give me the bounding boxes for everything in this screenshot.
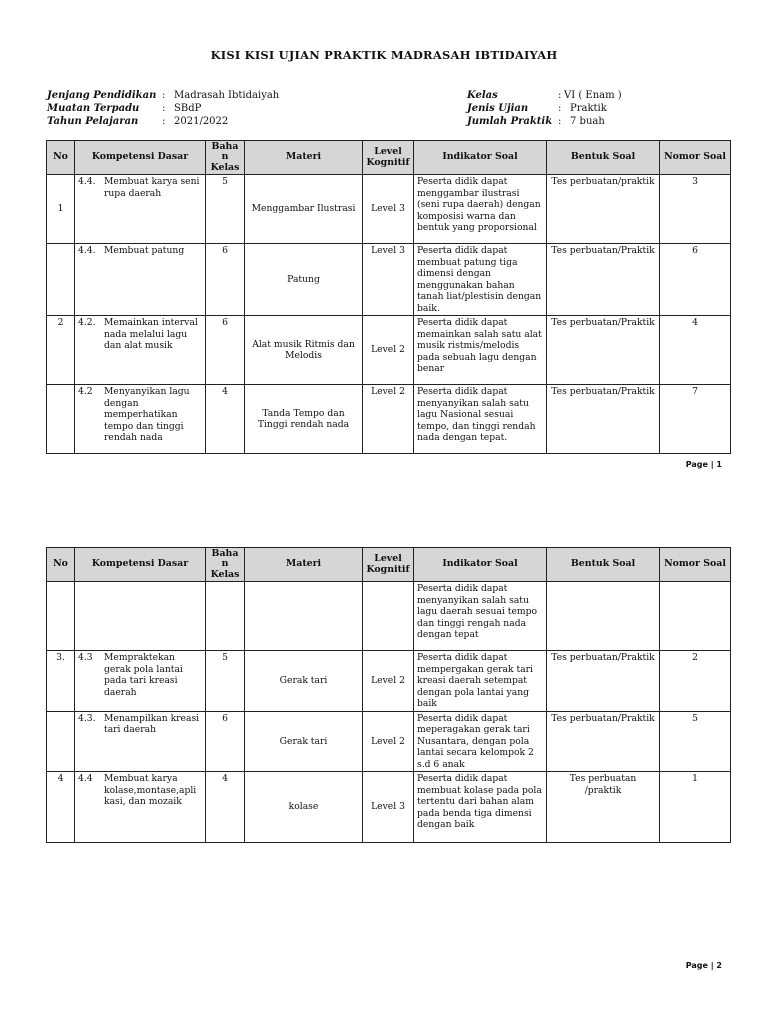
header-no: No xyxy=(47,548,75,582)
cell-bahan: 6 xyxy=(206,711,245,772)
meta-label: Tahun Pelajaran xyxy=(47,116,139,127)
cell-bahan: 6 xyxy=(206,316,245,385)
kd-text: Menyanyikan lagu dengan memperhatikan tempo dan tinggi rendah nada xyxy=(104,386,190,443)
header-bentuk: Bentuk Soal xyxy=(547,548,660,582)
header-kompetensi: Kompetensi Dasar xyxy=(75,141,206,175)
cell-materi: Patung xyxy=(245,244,363,316)
cell-bentuk: Tes perbuatan/Praktik xyxy=(547,244,660,316)
meta-colon: : xyxy=(162,103,166,114)
cell-no: 3. xyxy=(47,651,75,712)
cell-no xyxy=(47,244,75,316)
cell-no: 1 xyxy=(47,175,75,244)
cell-bentuk: Tes perbuatan/Praktik xyxy=(547,651,660,712)
cell-bahan: 5 xyxy=(206,175,245,244)
cell-level xyxy=(363,582,414,651)
meta-left xyxy=(47,89,279,128)
kd-number: 4.2. xyxy=(78,317,96,328)
cell-kompetensi xyxy=(75,244,206,316)
header-nomor: Nomor Soal xyxy=(660,548,731,582)
meta-label: Muatan Terpadu xyxy=(47,103,140,114)
table-row xyxy=(47,316,731,385)
meta-colon: : xyxy=(162,116,166,127)
cell-bentuk: Tes perbuatan/Praktik xyxy=(547,385,660,454)
table-row xyxy=(47,651,731,712)
cell-indikator: Peserta didik dapat menggambar ilustrasi (seni rupa daerah) dengan komposisi warna dan bentuk yang proporsional xyxy=(414,175,547,244)
cell-indikator: Peserta didik dapat membuat patung tiga dimensi dengan menggunakan bahan tanah liat/plestisin dengan baik. xyxy=(414,244,547,316)
cell-indikator: Peserta didik dapat meperagakan gerak tari Nusantara, dengan pola lantai secara kelompok 2 s.d 6 anak xyxy=(414,711,547,772)
kd-text: Menampilkan kreasi tari daerah xyxy=(104,712,200,735)
cell-indikator: Peserta didik dapat mempergakan gerak tari kreasi daerah setempat dengan pola lantai yang baik xyxy=(414,651,547,712)
cell-no xyxy=(47,711,75,772)
cell-bahan: 6 xyxy=(206,244,245,316)
kd-number: 4.2 xyxy=(78,386,93,397)
meta-label: Kelas xyxy=(467,90,498,101)
cell-level: Level 2 xyxy=(363,316,414,385)
table-header-row xyxy=(47,141,731,175)
meta-row-jumlah xyxy=(467,115,622,128)
cell-nomor xyxy=(660,582,731,651)
kisi-table-page-2 xyxy=(46,547,731,843)
cell-indikator: Peserta didik dapat menyanyikan salah satu lagu daerah sesuai tempo dan tinggi rengah nada dengan tepat xyxy=(414,582,547,651)
cell-kompetensi xyxy=(75,582,206,651)
meta-row-muatan xyxy=(47,102,279,115)
kd-text: Membuat karya seni rupa daerah xyxy=(104,176,200,199)
meta-row-kelas xyxy=(467,89,622,102)
kd-number: 4.3. xyxy=(78,712,96,724)
kd-number: 4.4. xyxy=(78,176,96,187)
cell-level: Level 3 xyxy=(363,772,414,843)
header-bahan: Baha n Kelas xyxy=(206,548,245,582)
header-level: Level Kognitif xyxy=(363,548,414,582)
page-number-2: Page | 2 xyxy=(685,961,722,970)
cell-nomor: 2 xyxy=(660,651,731,712)
cell-nomor: 3 xyxy=(660,175,731,244)
cell-nomor: 6 xyxy=(660,244,731,316)
meta-value: 7 buah xyxy=(570,116,605,127)
cell-bentuk: Tes perbuatan/Praktik xyxy=(547,711,660,772)
header-materi: Materi xyxy=(245,141,363,175)
cell-bentuk: Tes perbuatan/praktik xyxy=(547,175,660,244)
kd-text: Mempraktekan gerak pola lantai pada tari kreasi daerah xyxy=(104,652,183,698)
meta-right xyxy=(467,89,622,128)
cell-kompetensi xyxy=(75,711,206,772)
cell-bentuk: Tes perbuatan /praktik xyxy=(547,772,660,843)
meta-row-jenis xyxy=(467,102,622,115)
header-kompetensi: Kompetensi Dasar xyxy=(75,548,206,582)
table-row xyxy=(47,385,731,454)
table-row xyxy=(47,244,731,316)
cell-bahan: 5 xyxy=(206,651,245,712)
page-number-1: Page | 1 xyxy=(685,460,722,469)
kd-number: 4.4 xyxy=(78,773,93,784)
cell-materi: Gerak tari xyxy=(245,711,363,772)
header-indikator: Indikator Soal xyxy=(414,141,547,175)
meta-row-tahun xyxy=(47,115,279,128)
cell-materi: Menggambar Ilustrasi xyxy=(245,175,363,244)
cell-bahan: 4 xyxy=(206,772,245,843)
kisi-table-page-1 xyxy=(46,140,731,454)
header-bahan: Baha n Kelas xyxy=(206,141,245,175)
meta-label: Jenis Ujian xyxy=(467,103,529,114)
cell-nomor: 1 xyxy=(660,772,731,843)
meta-label: Jumlah Praktik xyxy=(467,116,553,127)
table-row xyxy=(47,772,731,843)
meta-colon: : xyxy=(558,116,562,127)
header-indikator: Indikator Soal xyxy=(414,548,547,582)
cell-level: Level 2 xyxy=(363,651,414,712)
table-row xyxy=(47,175,731,244)
meta-colon: : xyxy=(558,90,562,101)
cell-bahan xyxy=(206,582,245,651)
meta-value: Praktik xyxy=(570,103,607,114)
meta-row-jenjang xyxy=(47,89,279,102)
meta-value: VI ( Enam ) xyxy=(564,90,622,101)
kd-number: 4.3 xyxy=(78,652,93,663)
cell-level: Level 2 xyxy=(363,711,414,772)
cell-kompetensi xyxy=(75,385,206,454)
header-materi: Materi xyxy=(245,548,363,582)
document-title: KISI KISI UJIAN PRAKTIK MADRASAH IBTIDAIYAH xyxy=(210,48,558,62)
table-row xyxy=(47,582,731,651)
header-bentuk: Bentuk Soal xyxy=(547,141,660,175)
cell-kompetensi xyxy=(75,316,206,385)
kd-text: Memainkan interval nada melalui lagu dan alat musik xyxy=(104,317,198,351)
cell-indikator: Peserta didik dapat memainkan salah satu alat musik ristmis/melodis pada sebuah lagu dengan benar xyxy=(414,316,547,385)
cell-nomor: 7 xyxy=(660,385,731,454)
kd-number: 4.4. xyxy=(78,245,96,256)
table-header-row xyxy=(47,548,731,582)
cell-no xyxy=(47,582,75,651)
cell-no: 2 xyxy=(47,316,75,385)
cell-materi: Tanda Tempo dan Tinggi rendah nada xyxy=(245,385,363,454)
cell-kompetensi xyxy=(75,772,206,843)
meta-value: Madrasah Ibtidaiyah xyxy=(174,90,280,101)
cell-bentuk: Tes perbuatan/Praktik xyxy=(547,316,660,385)
cell-indikator: Peserta didik dapat menyanyikan salah satu lagu Nasional sesuai tempo, dan tinggi rendah nada dengan tepat. xyxy=(414,385,547,454)
cell-level: Level 3 xyxy=(363,175,414,244)
cell-nomor: 5 xyxy=(660,711,731,772)
meta-value: SBdP xyxy=(174,103,202,114)
kd-text: Membuat patung xyxy=(104,245,185,256)
cell-materi xyxy=(245,582,363,651)
cell-level: Level 2 xyxy=(363,385,414,454)
cell-no xyxy=(47,385,75,454)
cell-materi: Alat musik Ritmis dan Melodis xyxy=(245,316,363,385)
cell-materi: kolase xyxy=(245,772,363,843)
cell-kompetensi xyxy=(75,175,206,244)
kd-text: Membuat karya kolase,montase,apli kasi, dan mozaik xyxy=(104,773,197,807)
header-no: No xyxy=(47,141,75,175)
cell-bentuk xyxy=(547,582,660,651)
meta-value: 2021/2022 xyxy=(174,116,229,127)
cell-kompetensi xyxy=(75,651,206,712)
meta-colon: : xyxy=(162,90,166,101)
table-row xyxy=(47,711,731,772)
cell-indikator: Peserta didik dapat membuat kolase pada pola tertentu dari bahan alam pada benda tiga dimensi dengan baik xyxy=(414,772,547,843)
meta-label: Jenjang Pendidikan xyxy=(47,90,157,101)
cell-level: Level 3 xyxy=(363,244,414,316)
meta-colon: : xyxy=(558,103,562,114)
cell-bahan: 4 xyxy=(206,385,245,454)
header-nomor: Nomor Soal xyxy=(660,141,731,175)
cell-no: 4 xyxy=(47,772,75,843)
cell-materi: Gerak tari xyxy=(245,651,363,712)
cell-nomor: 4 xyxy=(660,316,731,385)
header-level: Level Kognitif xyxy=(363,141,414,175)
